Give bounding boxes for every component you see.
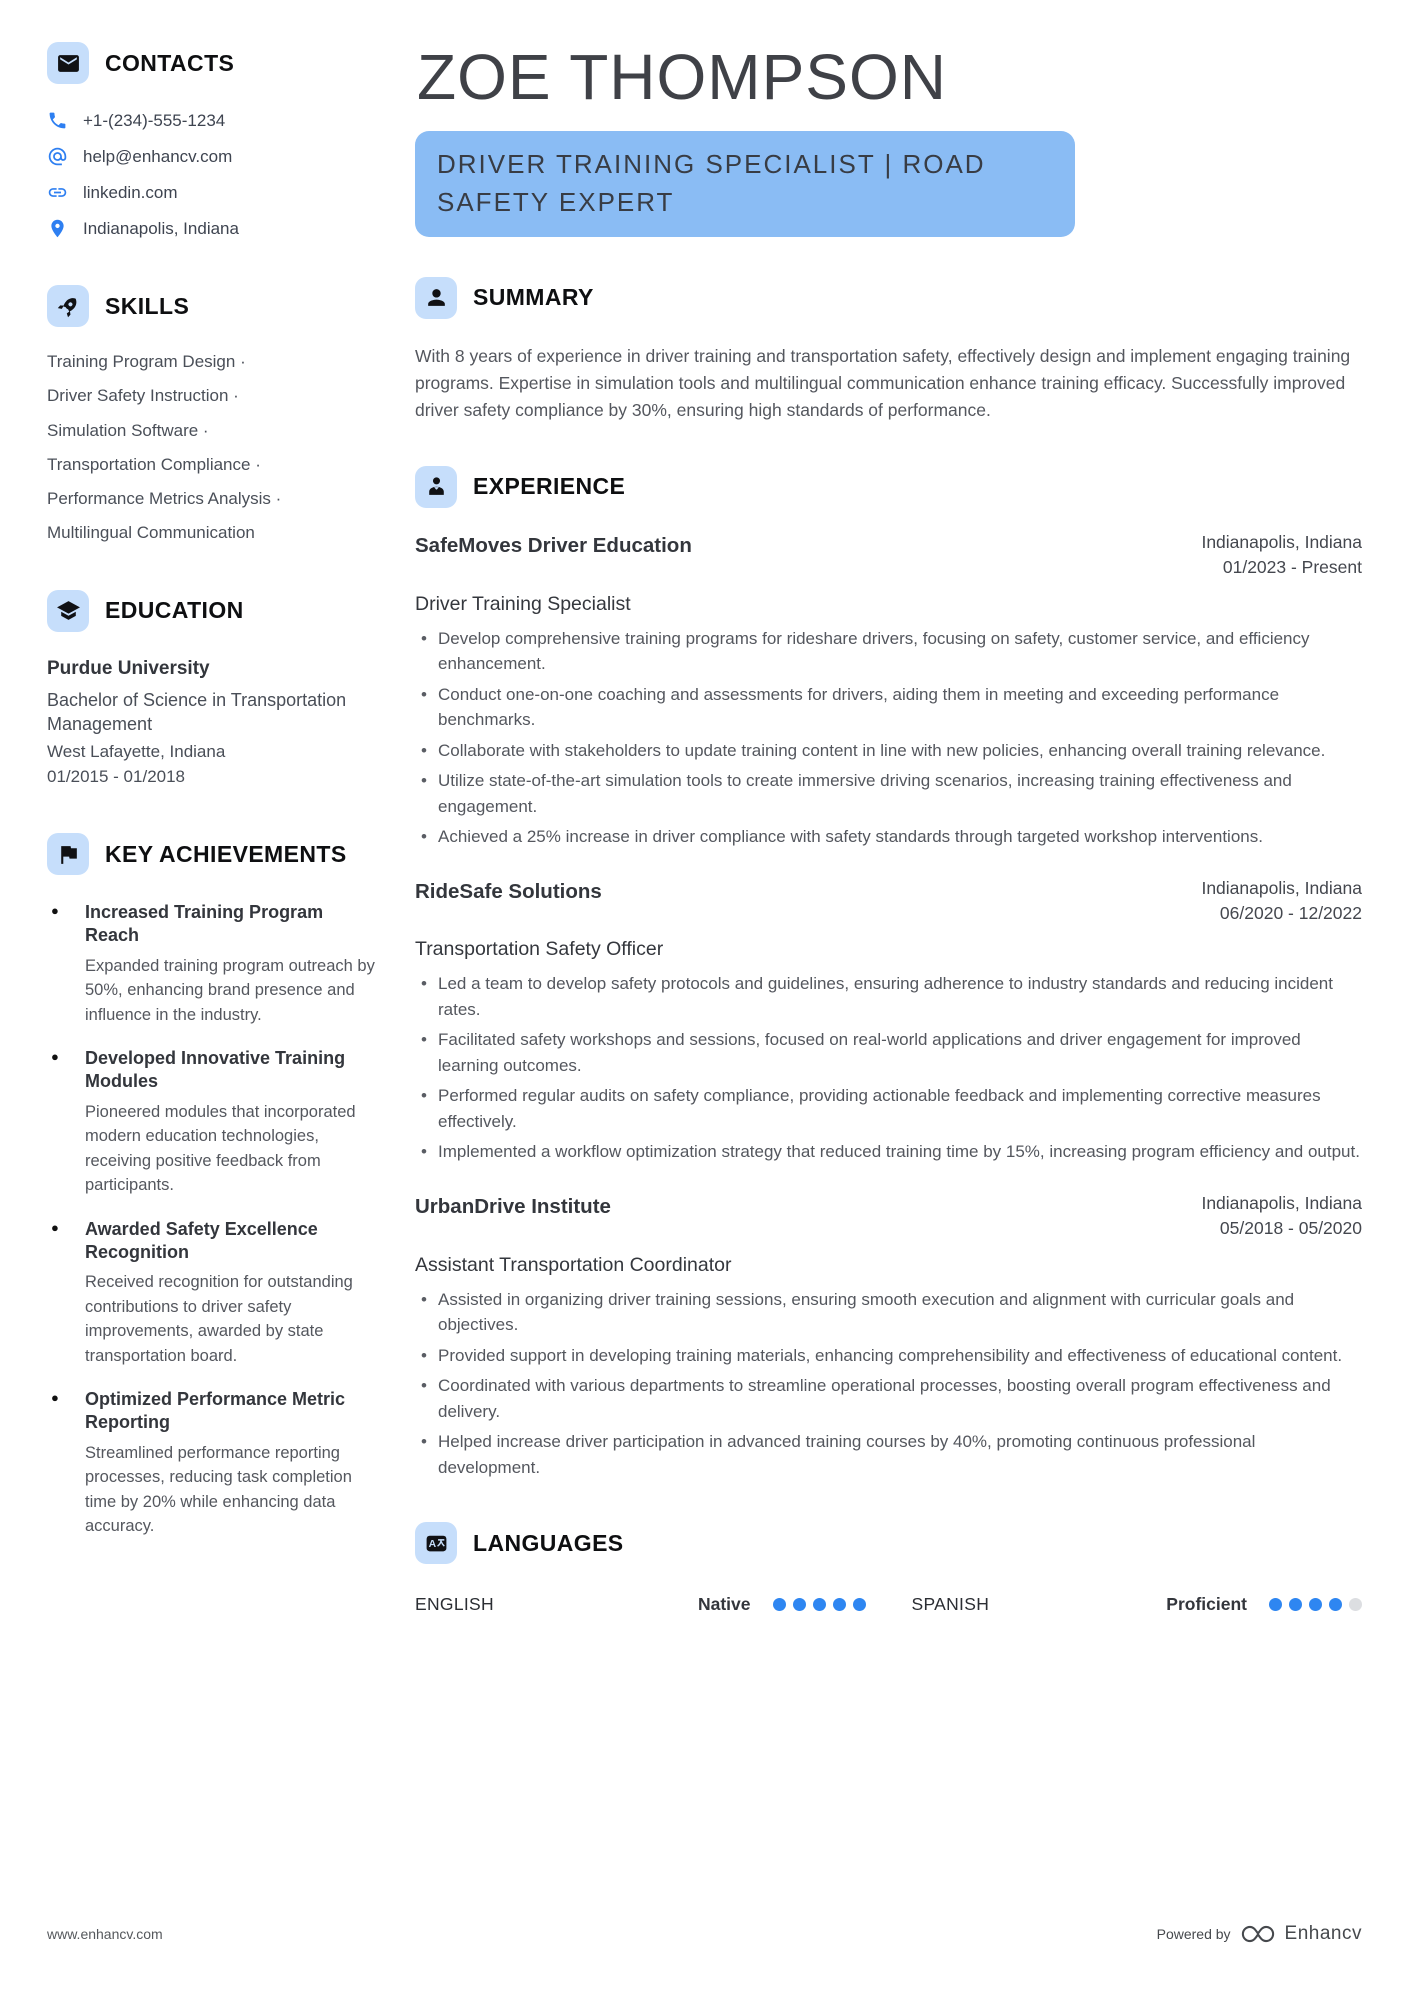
language-name: ENGLISH (415, 1594, 494, 1615)
job-bullet: • Develop comprehensive training programs for rideshare drivers, focusing on safety, customer service, and efficiency enhancement. (415, 626, 1362, 677)
education-section (47, 590, 379, 788)
skills-title: SKILLS (105, 292, 190, 319)
job-bullet: • Assisted in organizing driver training sessions, ensuring smooth execution and alignment with curricular goals and objectives. (415, 1287, 1362, 1338)
skill-separator: · (198, 420, 209, 440)
job-bullets (415, 626, 1362, 850)
location-icon (47, 218, 68, 239)
job-bullet: • Led a team to develop safety protocols and guidelines, ensuring adherence to industry standards and reducing incident rates. (415, 971, 1362, 1022)
school-name: Purdue University (47, 657, 210, 679)
job-bullet: • Helped increase driver participation in advanced training courses by 40%, promoting continuous professional development. (415, 1429, 1362, 1480)
achievement-title: ● Optimized Performance Metric Reporting (85, 1388, 346, 1433)
powered-by (1157, 1923, 1362, 1945)
skill-item: Training Program Design · (47, 352, 246, 371)
proficiency-dot (793, 1598, 806, 1611)
at-icon (47, 146, 68, 167)
achievement-item (47, 1218, 379, 1368)
skill-item: Driver Safety Instruction · (47, 386, 239, 406)
degree: Bachelor of Science in Transportation Management (47, 689, 347, 734)
job-bullets (415, 1287, 1362, 1481)
phone-icon (47, 110, 68, 131)
achievement-item (47, 1388, 379, 1538)
rocket-icon (47, 285, 89, 327)
enhancv-brand: Enhancv (1284, 1923, 1362, 1944)
link-icon (47, 182, 68, 203)
achievement-description: Received recognition for outstanding contributions to driver safety improvements, awarded by state transportation board. (85, 1273, 353, 1365)
skill-separator: · (250, 454, 261, 474)
achievements-section (47, 833, 379, 1538)
experience-section (415, 466, 1362, 1480)
contacts-section (47, 42, 379, 239)
achievements-title: KEY ACHIEVEMENTS (105, 840, 347, 867)
job-bullet: • Provided support in developing training materials, enhancing comprehensibility and effectiveness of educational content. (415, 1343, 1362, 1369)
job-dates: 01/2023 - Present (1222, 557, 1362, 578)
job-meta (1182, 530, 1362, 581)
experience-header (415, 466, 1362, 508)
contacts-list (47, 110, 379, 239)
job-meta (1182, 876, 1362, 927)
skill-separator: · (235, 352, 246, 371)
graduation-cap-icon (47, 590, 89, 632)
job-bullet: • Implemented a workflow optimization strategy that reduced training time by 15%, increasing program efficiency and output. (415, 1139, 1362, 1165)
contact-text: help@enhancv.com (83, 146, 233, 166)
skills-section (47, 285, 379, 544)
contact-item (47, 146, 379, 167)
skills-header (47, 285, 379, 327)
job-entry (415, 876, 1362, 1165)
education-dates: 01/2015 - 01/2018 (47, 767, 186, 787)
summary-text: With 8 years of experience in driver training and transportation safety, effectively design and implement engaging training programs. Expertise in simulation tools and multilingual communication enhance training efficacy. Successfully improved driver safety compliance by 30%, ensuring high standards of performance. (415, 345, 1351, 420)
languages-header (415, 1522, 1362, 1564)
proficiency-dot (853, 1598, 866, 1611)
job-role: Assistant Transportation Coordinator (415, 1253, 732, 1276)
company-name: RideSafe Solutions (415, 879, 602, 903)
sidebar (47, 42, 379, 1657)
achievements-header (47, 833, 379, 875)
mail-icon (47, 42, 89, 84)
experience-title: EXPERIENCE (473, 473, 626, 500)
achievement-description: Pioneered modules that incorporated modern education technologies, receiving positive feedback from participants. (85, 1102, 356, 1195)
job-location: Indianapolis, Indiana (1201, 1192, 1362, 1213)
summary-title: SUMMARY (473, 284, 594, 311)
company-name: UrbanDrive Institute (415, 1194, 611, 1218)
language-name: SPANISH (911, 1594, 990, 1615)
person-icon (415, 277, 457, 319)
summary-section (415, 277, 1362, 424)
achievement-title: ● Developed Innovative Training Modules (85, 1048, 346, 1092)
proficiency-dot (1309, 1598, 1322, 1611)
education-header (47, 590, 379, 632)
achievement-item (47, 901, 379, 1027)
proficiency-dot (1349, 1598, 1362, 1611)
svg-text:A: A (428, 1538, 436, 1550)
education-location: West Lafayette, Indiana (47, 742, 226, 762)
achievement-description: Streamlined performance reporting processes, reducing task completion time by 20% while enhancing data accuracy. (85, 1443, 352, 1535)
skill-item: Transportation Compliance · (47, 454, 261, 474)
job-bullet: • Conduct one-on-one coaching and assessments for drivers, aiding them in meeting and exceeding performance benchmarks. (415, 682, 1362, 733)
skill-item: Simulation Software · (47, 420, 209, 440)
languages-title: LANGUAGES (473, 1529, 624, 1556)
job-bullets (415, 971, 1362, 1165)
job-meta (1182, 1191, 1362, 1242)
contact-item (47, 110, 379, 131)
proficiency-dot (813, 1598, 826, 1611)
proficiency-dot (1329, 1598, 1342, 1611)
job-bullet: • Facilitated safety workshops and sessions, focused on real-world applications and driver engagement for improved learning outcomes. (415, 1027, 1362, 1078)
contact-item (47, 182, 379, 203)
job-header (415, 1191, 1362, 1242)
proficiency-dots (1269, 1598, 1362, 1611)
job-entry (415, 530, 1362, 850)
job-header (415, 876, 1362, 927)
job-location: Indianapolis, Indiana (1201, 877, 1362, 898)
skill-separator: · (228, 386, 239, 406)
contact-text: +1-(234)-555-1234 (83, 110, 226, 130)
job-entry (415, 1191, 1362, 1480)
language-proficiency (1166, 1594, 1362, 1615)
job-bullet: • Utilize state-of-the-art simulation tools to create immersive driving scenarios, increasing training effectiveness and engagement. (415, 768, 1362, 819)
translate-icon (415, 1522, 457, 1564)
education-title: EDUCATION (105, 597, 244, 623)
job-role: Driver Training Specialist (415, 592, 631, 615)
skills-list (47, 351, 379, 544)
language-item (415, 1594, 866, 1615)
job-bullet: • Performed regular audits on safety compliance, providing actionable feedback and implementing corrective measures effectively. (415, 1083, 1362, 1134)
skill-item: Performance Metrics Analysis · (47, 489, 282, 508)
footer (47, 1923, 1362, 1945)
job-header (415, 530, 1362, 581)
enhancv-logo-icon (1241, 1924, 1275, 1944)
person-tie-icon (415, 466, 457, 508)
proficiency-dot (773, 1598, 786, 1611)
job-role: Transportation Safety Officer (415, 938, 664, 961)
job-dates: 06/2020 - 12/2022 (1219, 903, 1362, 924)
company-name: SafeMoves Driver Education (415, 533, 692, 557)
proficiency-dot (1269, 1598, 1282, 1611)
flag-icon (47, 833, 89, 875)
proficiency-dot (1289, 1598, 1302, 1611)
achievement-description: Expanded training program outreach by 50%, enhancing brand presence and influence in the industry. (85, 956, 375, 1024)
job-dates: 05/2018 - 05/2020 (1219, 1218, 1362, 1239)
contact-text: Indianapolis, Indiana (83, 218, 239, 238)
job-bullet: • Collaborate with stakeholders to update training content in line with new policies, enhancing overall training relevance. (415, 738, 1362, 764)
contact-item (47, 218, 379, 239)
footer-site-link[interactable]: www.enhancv.com (47, 1926, 163, 1942)
contact-text: linkedin.com (83, 182, 178, 202)
proficiency-dot (833, 1598, 846, 1611)
achievement-title: ● Awarded Safety Excellence Recognition (85, 1218, 318, 1262)
person-name: ZOE THOMPSON (417, 41, 947, 113)
job-title-banner: DRIVER TRAINING SPECIALIST | ROAD SAFETY EXPERT (415, 131, 1075, 236)
achievements-list (47, 901, 379, 1538)
education-entry (47, 658, 379, 788)
job-bullet: • Coordinated with various departments to streamline operational processes, boosting overall program effectiveness and delivery. (415, 1373, 1362, 1424)
skill-item: Multilingual Communication (47, 523, 255, 543)
skill-separator: · (270, 489, 282, 508)
contacts-header (47, 42, 379, 84)
language-proficiency (698, 1594, 866, 1615)
contacts-title: CONTACTS (105, 49, 235, 76)
proficiency-dots (773, 1598, 866, 1611)
job-location: Indianapolis, Indiana (1201, 531, 1362, 552)
language-item (912, 1594, 1363, 1615)
languages-list (415, 1594, 1362, 1615)
jobs-list (415, 530, 1362, 1480)
language-level: Native (697, 1594, 751, 1615)
achievement-item (47, 1047, 379, 1197)
achievement-title: ● Increased Training Program Reach (85, 902, 324, 946)
powered-by-label: Powered by (1156, 1926, 1231, 1942)
job-bullet: • Achieved a 25% increase in driver compliance with safety standards through targeted workshop interventions. (415, 824, 1362, 850)
main-column (415, 42, 1362, 1657)
language-level: Proficient (1166, 1594, 1247, 1615)
languages-section (415, 1522, 1362, 1615)
summary-header (415, 277, 1362, 319)
